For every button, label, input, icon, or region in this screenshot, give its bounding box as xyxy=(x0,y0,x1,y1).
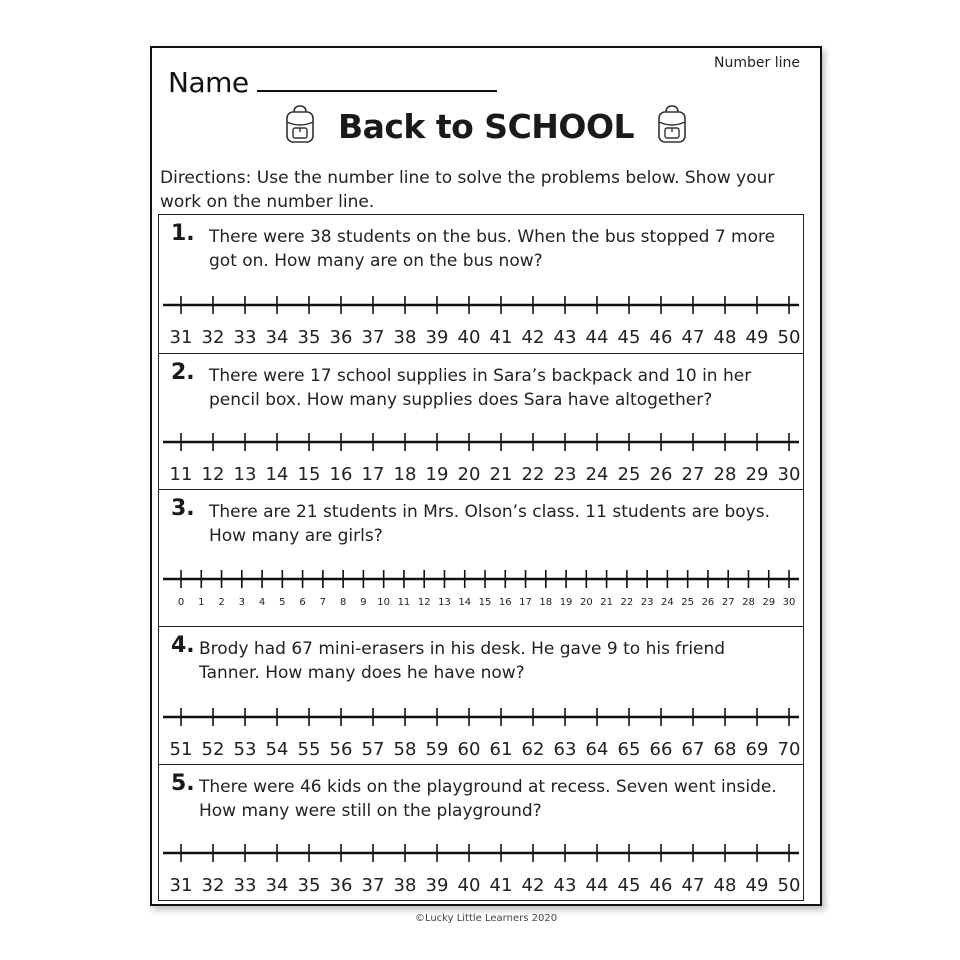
tick-label: 24 xyxy=(585,464,609,484)
tick-label: 9 xyxy=(360,597,367,608)
tick-label: 39 xyxy=(425,327,449,347)
directions-text: Directions: Use the number line to solve the problems below. Show your work on the number line. xyxy=(160,168,775,212)
tick-label: 60 xyxy=(457,739,481,759)
tick-label: 20 xyxy=(457,464,481,484)
tick-label: 58 xyxy=(393,739,417,759)
tick-label: 47 xyxy=(681,875,705,895)
tick-label: 23 xyxy=(640,597,654,608)
tick-label: 43 xyxy=(553,327,577,347)
tick-label: 15 xyxy=(297,464,321,484)
tick-label: 40 xyxy=(457,875,481,895)
number-line xyxy=(159,835,805,895)
tick-label: 54 xyxy=(265,739,289,759)
tick-label: 48 xyxy=(713,327,737,347)
problem-text: There were 46 kids on the playground at recess. Seven went inside. How many were still on the playground? xyxy=(199,777,777,821)
tick-label: 2 xyxy=(218,597,225,608)
tick-label: 12 xyxy=(417,597,431,608)
tick-label: 22 xyxy=(521,464,545,484)
tick-label: 19 xyxy=(559,597,573,608)
tick-label: 42 xyxy=(521,875,545,895)
tick-label: 50 xyxy=(777,875,801,895)
tick-label: 11 xyxy=(169,464,193,484)
tick-label: 45 xyxy=(617,327,641,347)
tick-label: 15 xyxy=(478,597,492,608)
tick-label: 29 xyxy=(762,597,776,608)
tick-label: 59 xyxy=(425,739,449,759)
tick-label: 63 xyxy=(553,739,577,759)
title-row xyxy=(152,104,820,148)
tick-label: 25 xyxy=(617,464,641,484)
tick-label: 35 xyxy=(297,875,321,895)
tick-label: 40 xyxy=(457,327,481,347)
tick-label: 50 xyxy=(777,327,801,347)
problem-number: 2. xyxy=(171,360,195,385)
tick-label: 8 xyxy=(339,597,347,608)
tick-label: 61 xyxy=(489,739,513,759)
tick-label: 49 xyxy=(745,327,769,347)
tick-label: 14 xyxy=(458,597,472,608)
tick-label: 37 xyxy=(361,875,385,895)
tick-label: 7 xyxy=(319,597,327,608)
tick-label: 11 xyxy=(397,597,411,608)
tick-label: 34 xyxy=(265,875,289,895)
tick-label: 17 xyxy=(519,597,532,608)
tick-label: 31 xyxy=(169,327,193,347)
tick-label: 51 xyxy=(169,739,193,759)
problem-number: 3. xyxy=(171,496,195,521)
tick-label: 36 xyxy=(329,875,353,895)
tick-label: 33 xyxy=(233,327,257,347)
tick-label: 38 xyxy=(393,875,417,895)
tick-label: 14 xyxy=(265,464,289,484)
tick-label: 45 xyxy=(617,875,641,895)
problem-number: 5. xyxy=(171,771,195,796)
problems-box xyxy=(158,214,804,901)
tick-label: 26 xyxy=(701,597,715,608)
tick-label: 24 xyxy=(661,597,674,608)
number-line xyxy=(159,424,805,484)
tick-label: 5 xyxy=(279,597,286,608)
tick-label: 1 xyxy=(198,597,205,608)
worksheet-type-label: Number line xyxy=(714,55,800,71)
tick-label: 21 xyxy=(489,464,513,484)
tick-label: 13 xyxy=(233,464,257,484)
problem-1 xyxy=(159,215,803,353)
tick-label: 44 xyxy=(585,875,609,895)
tick-label: 66 xyxy=(649,739,673,759)
tick-label: 56 xyxy=(329,739,353,759)
name-blank-line xyxy=(257,66,497,92)
number-line xyxy=(159,561,805,621)
backpack-icon xyxy=(283,104,317,148)
tick-label: 67 xyxy=(681,739,705,759)
tick-label: 12 xyxy=(201,464,225,484)
tick-label: 28 xyxy=(742,597,755,608)
tick-label: 69 xyxy=(745,739,769,759)
problem-text: There were 17 school supplies in Sara’s backpack and 10 in her pencil box. How many supplies does Sara have altogether? xyxy=(209,366,752,410)
tick-label: 16 xyxy=(498,597,512,608)
tick-label: 22 xyxy=(620,597,634,608)
problem-text: There are 21 students in Mrs. Olson’s class. 11 students are boys. How many are girls? xyxy=(209,502,770,546)
problem-4 xyxy=(159,626,803,764)
tick-label: 26 xyxy=(649,464,673,484)
tick-label: 16 xyxy=(329,464,353,484)
tick-label: 32 xyxy=(201,327,225,347)
tick-label: 36 xyxy=(329,327,353,347)
tick-label: 28 xyxy=(713,464,737,484)
tick-label: 53 xyxy=(233,739,257,759)
tick-label: 0 xyxy=(177,597,185,608)
tick-label: 21 xyxy=(600,597,613,608)
tick-label: 23 xyxy=(553,464,577,484)
tick-label: 33 xyxy=(233,875,257,895)
tick-label: 18 xyxy=(539,597,553,608)
tick-label: 32 xyxy=(201,875,225,895)
tick-label: 35 xyxy=(297,327,321,347)
tick-label: 52 xyxy=(201,739,225,759)
tick-label: 38 xyxy=(393,327,417,347)
tick-label: 48 xyxy=(713,875,737,895)
tick-label: 43 xyxy=(553,875,577,895)
backpack-icon xyxy=(655,104,689,148)
tick-label: 55 xyxy=(297,739,321,759)
tick-label: 6 xyxy=(299,597,306,608)
tick-label: 30 xyxy=(782,597,796,608)
tick-label: 70 xyxy=(777,739,801,759)
tick-label: 34 xyxy=(265,327,289,347)
number-line xyxy=(159,287,805,347)
tick-label: 41 xyxy=(489,327,513,347)
page-title: Back to SCHOOL xyxy=(337,106,635,146)
tick-label: 65 xyxy=(617,739,641,759)
tick-label: 64 xyxy=(585,739,609,759)
tick-label: 47 xyxy=(681,327,705,347)
tick-label: 10 xyxy=(377,597,391,608)
problem-text: There were 38 students on the bus. When the bus stopped 7 more got on. How many are on the bus now? xyxy=(209,227,776,271)
tick-label: 31 xyxy=(169,875,193,895)
tick-label: 37 xyxy=(361,327,385,347)
tick-label: 44 xyxy=(585,327,609,347)
tick-label: 29 xyxy=(745,464,769,484)
tick-label: 27 xyxy=(681,464,705,484)
tick-label: 17 xyxy=(361,464,385,484)
tick-label: 46 xyxy=(649,875,673,895)
tick-label: 30 xyxy=(777,464,801,484)
tick-label: 68 xyxy=(713,739,737,759)
tick-label: 27 xyxy=(721,597,735,608)
tick-label: 46 xyxy=(649,327,673,347)
problem-number: 4. xyxy=(171,633,195,658)
number-line xyxy=(159,699,805,759)
worksheet-page xyxy=(150,46,822,924)
problem-5 xyxy=(159,764,803,900)
tick-label: 13 xyxy=(438,597,451,608)
problem-text: Brody had 67 mini-erasers in his desk. He gave 9 to his friend Tanner. How many does he have now? xyxy=(199,639,726,683)
tick-label: 49 xyxy=(745,875,769,895)
name-field xyxy=(168,66,497,99)
tick-label: 42 xyxy=(521,327,545,347)
tick-label: 41 xyxy=(489,875,513,895)
tick-label: 18 xyxy=(393,464,417,484)
tick-label: 19 xyxy=(425,464,449,484)
tick-label: 4 xyxy=(258,597,266,608)
tick-label: 3 xyxy=(238,597,245,608)
copyright-footer: ©Lucky Little Learners 2020 xyxy=(414,913,558,924)
name-label: Name xyxy=(168,66,249,99)
problem-2 xyxy=(159,353,803,489)
problem-number: 1. xyxy=(171,221,195,246)
tick-label: 25 xyxy=(681,597,695,608)
problem-3 xyxy=(159,489,803,626)
tick-label: 20 xyxy=(579,597,593,608)
tick-label: 57 xyxy=(361,739,385,759)
tick-label: 39 xyxy=(425,875,449,895)
tick-label: 62 xyxy=(521,739,545,759)
